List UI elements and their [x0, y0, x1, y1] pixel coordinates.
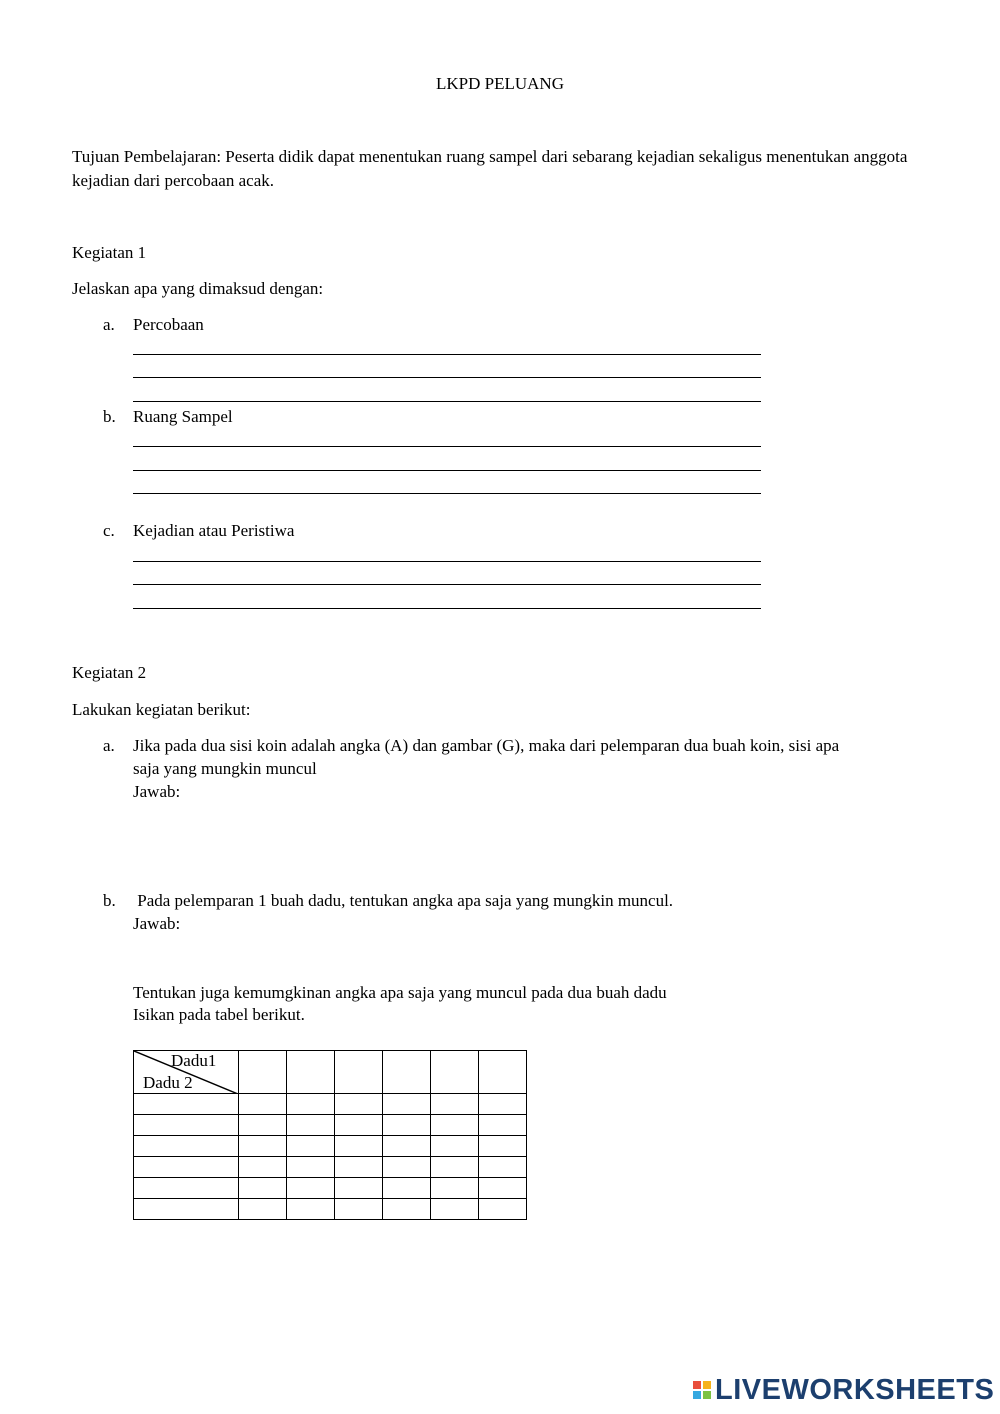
answer-line[interactable]: [133, 470, 761, 471]
two-dice-instruction: Tentukan juga kemumgkinan angka apa saja yang muncul pada dua buah dadu: [133, 983, 667, 1002]
table-row: [134, 1094, 527, 1115]
table-cell[interactable]: [431, 1199, 479, 1220]
item-marker: a.: [103, 315, 115, 334]
table-cell[interactable]: [239, 1115, 287, 1136]
corner-label-dadu1: Dadu1: [171, 1051, 217, 1070]
table-cell[interactable]: [239, 1199, 287, 1220]
answer-line[interactable]: [133, 493, 761, 494]
table-cell[interactable]: [383, 1051, 431, 1094]
table-cell[interactable]: [239, 1178, 287, 1199]
table-cell[interactable]: [287, 1136, 335, 1157]
item-marker: a.: [103, 736, 115, 755]
table-cell[interactable]: [134, 1199, 239, 1220]
logo-text: LIVEWORKSHEETS: [715, 1373, 995, 1406]
answer-label: Jawab:: [133, 782, 181, 801]
table-corner-cell: [134, 1051, 239, 1094]
coin-question-line2: saja yang mungkin muncul: [133, 759, 317, 778]
table-cell[interactable]: [239, 1094, 287, 1115]
table-cell[interactable]: [134, 1178, 239, 1199]
table-cell[interactable]: [479, 1157, 527, 1178]
table-row: [134, 1136, 527, 1157]
kegiatan2-instruction: Lakukan kegiatan berikut:: [72, 700, 251, 719]
table-cell[interactable]: [383, 1199, 431, 1220]
item-marker: b.: [103, 407, 116, 426]
table-cell[interactable]: [134, 1115, 239, 1136]
answer-line[interactable]: [133, 354, 761, 355]
table-cell[interactable]: [335, 1094, 383, 1115]
table-cell[interactable]: [134, 1157, 239, 1178]
answer-line[interactable]: [133, 608, 761, 609]
table-cell[interactable]: [335, 1157, 383, 1178]
table-cell[interactable]: [335, 1178, 383, 1199]
answer-line[interactable]: [133, 401, 761, 402]
table-cell[interactable]: [134, 1094, 239, 1115]
kegiatan1-heading: Kegiatan 1: [72, 243, 147, 262]
answer-line[interactable]: [133, 377, 761, 378]
table-cell[interactable]: [287, 1157, 335, 1178]
item-label-kejadian: Kejadian atau Peristiwa: [133, 521, 295, 540]
item-marker: c.: [103, 521, 115, 540]
page-title: LKPD PELUANG: [436, 74, 564, 93]
table-cell[interactable]: [479, 1178, 527, 1199]
table-cell[interactable]: [287, 1115, 335, 1136]
answer-label: Jawab:: [133, 914, 181, 933]
table-row: [134, 1178, 527, 1199]
logo-blocks-icon: [693, 1381, 711, 1399]
table-cell[interactable]: [335, 1051, 383, 1094]
table-cell[interactable]: [287, 1199, 335, 1220]
table-cell[interactable]: [431, 1157, 479, 1178]
table-cell[interactable]: [239, 1157, 287, 1178]
answer-line[interactable]: [133, 584, 761, 585]
table-cell[interactable]: [287, 1051, 335, 1094]
table-cell[interactable]: [479, 1115, 527, 1136]
table-cell[interactable]: [383, 1115, 431, 1136]
table-cell[interactable]: [479, 1199, 527, 1220]
answer-line[interactable]: [133, 446, 761, 447]
corner-label-dadu2: Dadu 2: [143, 1073, 193, 1092]
table-cell[interactable]: [335, 1199, 383, 1220]
table-row: [134, 1157, 527, 1178]
table-cell[interactable]: [287, 1178, 335, 1199]
table-cell[interactable]: [431, 1178, 479, 1199]
table-cell[interactable]: [383, 1094, 431, 1115]
table-cell[interactable]: [479, 1051, 527, 1094]
table-cell[interactable]: [431, 1115, 479, 1136]
table-cell[interactable]: [239, 1051, 287, 1094]
table-cell[interactable]: [383, 1157, 431, 1178]
kegiatan1-instruction: Jelaskan apa yang dimaksud dengan:: [72, 279, 324, 298]
table-row: [134, 1199, 527, 1220]
table-cell[interactable]: [134, 1136, 239, 1157]
table-cell[interactable]: [383, 1136, 431, 1157]
table-cell[interactable]: [335, 1136, 383, 1157]
item-label-percobaan: Percobaan: [133, 315, 204, 334]
liveworksheets-logo[interactable]: [693, 1374, 994, 1406]
dice-question: Pada pelemparan 1 buah dadu, tentukan angka apa saja yang mungkin muncul.: [133, 891, 674, 910]
table-instruction: Isikan pada tabel berikut.: [133, 1005, 305, 1024]
table-cell[interactable]: [431, 1094, 479, 1115]
item-label-ruang-sampel: Ruang Sampel: [133, 407, 233, 426]
coin-question-line1: Jika pada dua sisi koin adalah angka (A) dan gambar (G), maka dari pelemparan dua buah koin, sisi apa: [133, 736, 840, 755]
table-row: [134, 1115, 527, 1136]
table-cell[interactable]: [431, 1051, 479, 1094]
table-cell[interactable]: [479, 1136, 527, 1157]
learning-objective: Tujuan Pembelajaran: Peserta didik dapat menentukan ruang sampel dari sebarang kejadian sekaligus menentukan anggota kejadian dari percobaan acak.: [72, 147, 908, 190]
table-cell[interactable]: [431, 1136, 479, 1157]
table-cell[interactable]: [239, 1136, 287, 1157]
dice-table: [133, 1050, 527, 1220]
table-cell[interactable]: [335, 1115, 383, 1136]
table-cell[interactable]: [287, 1094, 335, 1115]
kegiatan2-heading: Kegiatan 2: [72, 663, 147, 682]
table-cell[interactable]: [383, 1178, 431, 1199]
item-marker: b.: [103, 891, 116, 910]
answer-line[interactable]: [133, 561, 761, 562]
table-cell[interactable]: [479, 1094, 527, 1115]
